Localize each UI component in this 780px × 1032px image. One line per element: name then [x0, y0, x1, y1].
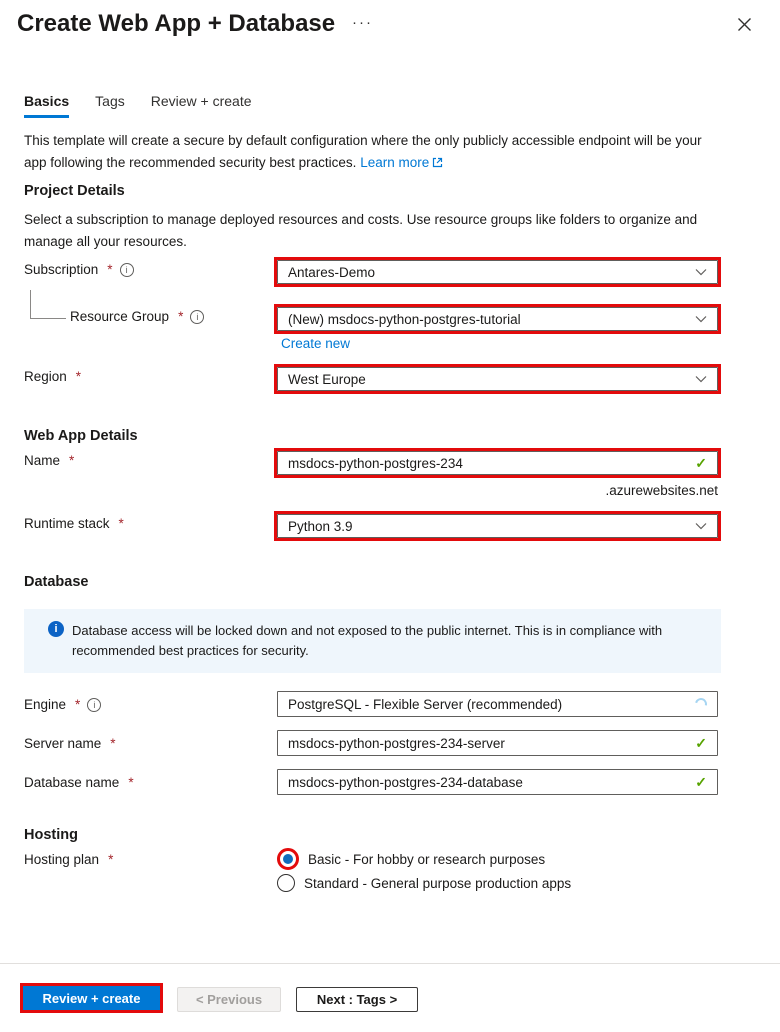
server-name-label: Server name * — [24, 736, 116, 751]
tab-basics[interactable]: Basics — [24, 93, 69, 118]
tab-tags[interactable]: Tags — [95, 93, 125, 109]
info-icon[interactable]: i — [87, 698, 101, 712]
hosting-plan-option-basic[interactable]: Basic - For hobby or research purposes — [277, 848, 545, 870]
valid-check-icon: ✓ — [695, 454, 707, 471]
tab-review-create[interactable]: Review + create — [150, 93, 252, 109]
database-heading: Database — [24, 574, 89, 590]
chevron-down-icon — [695, 522, 707, 530]
region-dropdown[interactable]: West Europe — [277, 367, 718, 391]
required-asterisk: * — [178, 309, 184, 324]
required-asterisk: * — [107, 262, 113, 277]
learn-more-link[interactable]: Learn more — [360, 155, 443, 170]
intro-text: This template will create a secure by default configuration where the only publicly accessible endpoint will be your app following the recommended security best practices. Learn more — [24, 130, 724, 174]
info-icon[interactable]: i — [120, 263, 134, 277]
engine-field[interactable]: PostgreSQL - Flexible Server (recommended) — [277, 691, 718, 717]
valid-check-icon: ✓ — [695, 734, 707, 751]
chevron-down-icon — [695, 375, 707, 383]
hosting-heading: Hosting — [24, 827, 78, 843]
next-tags-button[interactable]: Next : Tags > — [296, 987, 418, 1012]
subscription-dropdown[interactable]: Antares-Demo — [277, 260, 718, 284]
name-label: Name * — [24, 453, 75, 468]
loading-spinner-icon — [693, 696, 709, 712]
resource-group-label: Resource Group * i — [70, 309, 204, 324]
chevron-down-icon — [695, 268, 707, 276]
required-asterisk: * — [128, 775, 134, 790]
required-asterisk: * — [118, 516, 124, 531]
review-create-annotation-box — [20, 983, 163, 1013]
hosting-plan-label: Hosting plan * — [24, 852, 114, 867]
info-icon[interactable]: i — [190, 310, 204, 324]
resource-group-annotation-box — [274, 304, 721, 334]
subscription-label: Subscription * i — [24, 262, 134, 277]
radio-selected-icon[interactable] — [277, 848, 299, 870]
info-banner-icon: i — [48, 621, 64, 637]
tab-bar — [24, 93, 252, 118]
valid-check-icon: ✓ — [695, 773, 707, 790]
radio-unselected-icon[interactable] — [277, 874, 295, 892]
name-input[interactable]: msdocs-python-postgres-234 ✓ — [277, 451, 718, 475]
create-new-link[interactable]: Create new — [281, 336, 351, 351]
project-details-heading: Project Details — [24, 183, 125, 199]
chevron-down-icon — [695, 315, 707, 323]
runtime-stack-label: Runtime stack * — [24, 516, 124, 531]
required-asterisk: * — [108, 852, 114, 867]
runtime-stack-dropdown[interactable]: Python 3.9 — [277, 514, 718, 538]
review-create-button[interactable]: Review + create — [23, 986, 160, 1010]
web-app-details-heading: Web App Details — [24, 428, 138, 444]
project-details-description: Select a subscription to manage deployed resources and costs. Use resource groups like folders to organize and manage all your resources. — [24, 212, 698, 249]
name-annotation-box — [274, 448, 721, 478]
more-options-icon[interactable]: ··· — [352, 14, 373, 31]
previous-button[interactable]: < Previous — [177, 987, 281, 1012]
required-asterisk: * — [110, 736, 116, 751]
subscription-annotation-box — [274, 257, 721, 287]
engine-label: Engine * i — [24, 697, 101, 712]
info-banner-text: Database access will be locked down and not exposed to the public internet. This is in compliance with recommended best practices for security. — [72, 622, 663, 658]
region-label: Region * — [24, 369, 82, 384]
required-asterisk: * — [69, 453, 75, 468]
info-banner — [24, 609, 721, 673]
tree-connector-line — [30, 290, 66, 319]
domain-suffix: .azurewebsites.net — [605, 483, 718, 498]
resource-group-dropdown[interactable]: (New) msdocs-python-postgres-tutorial — [277, 307, 718, 331]
database-name-label: Database name * — [24, 775, 134, 790]
region-annotation-box — [274, 364, 721, 394]
external-link-icon — [432, 153, 443, 175]
page-title: Create Web App + Database — [17, 10, 336, 37]
footer-divider — [0, 963, 780, 964]
database-name-input[interactable]: msdocs-python-postgres-234-database ✓ — [277, 769, 718, 795]
runtime-stack-annotation-box — [274, 511, 721, 541]
required-asterisk: * — [75, 369, 82, 384]
hosting-plan-option-standard[interactable]: Standard - General purpose production apps — [277, 874, 571, 892]
close-icon[interactable] — [734, 14, 754, 34]
required-asterisk: * — [75, 697, 81, 712]
server-name-input[interactable]: msdocs-python-postgres-234-server ✓ — [277, 730, 718, 756]
